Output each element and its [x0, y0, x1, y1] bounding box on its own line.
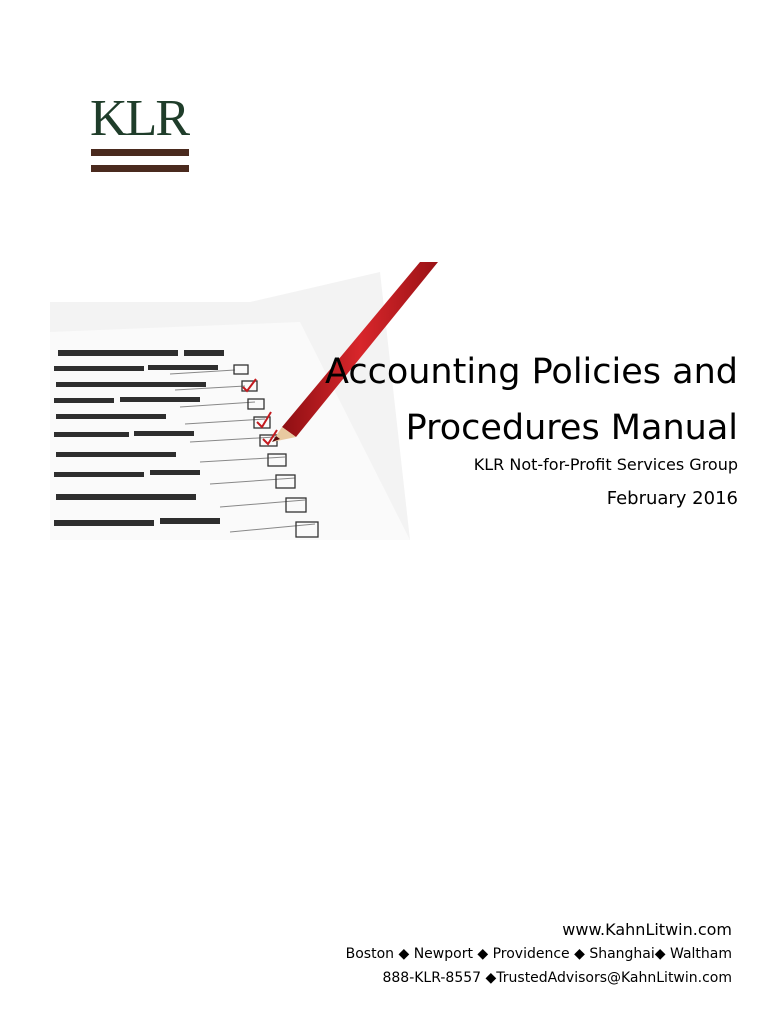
contact-info[interactable]: 888-KLR-8557 ◆TrustedAdvisors@KahnLitwin.com — [382, 970, 732, 986]
logo-bar-bottom — [91, 165, 189, 172]
document-title — [238, 344, 738, 456]
office-locations: Boston ◆ Newport ◆ Providence ◆ Shanghai◆ Waltham — [345, 946, 732, 962]
footer-contact-block — [346, 918, 732, 990]
title-line-2: Procedures Manual — [405, 408, 738, 448]
document-subtitle: KLR Not-for-Profit Services Group — [473, 455, 738, 474]
logo-bar-top — [91, 149, 189, 156]
logo-wordmark: KLR — [90, 90, 188, 147]
website-link[interactable]: www.KahnLitwin.com — [562, 920, 732, 939]
klr-logo — [90, 90, 190, 172]
title-line-1: Accounting Policies and — [325, 352, 738, 392]
document-date: February 2016 — [606, 488, 738, 509]
